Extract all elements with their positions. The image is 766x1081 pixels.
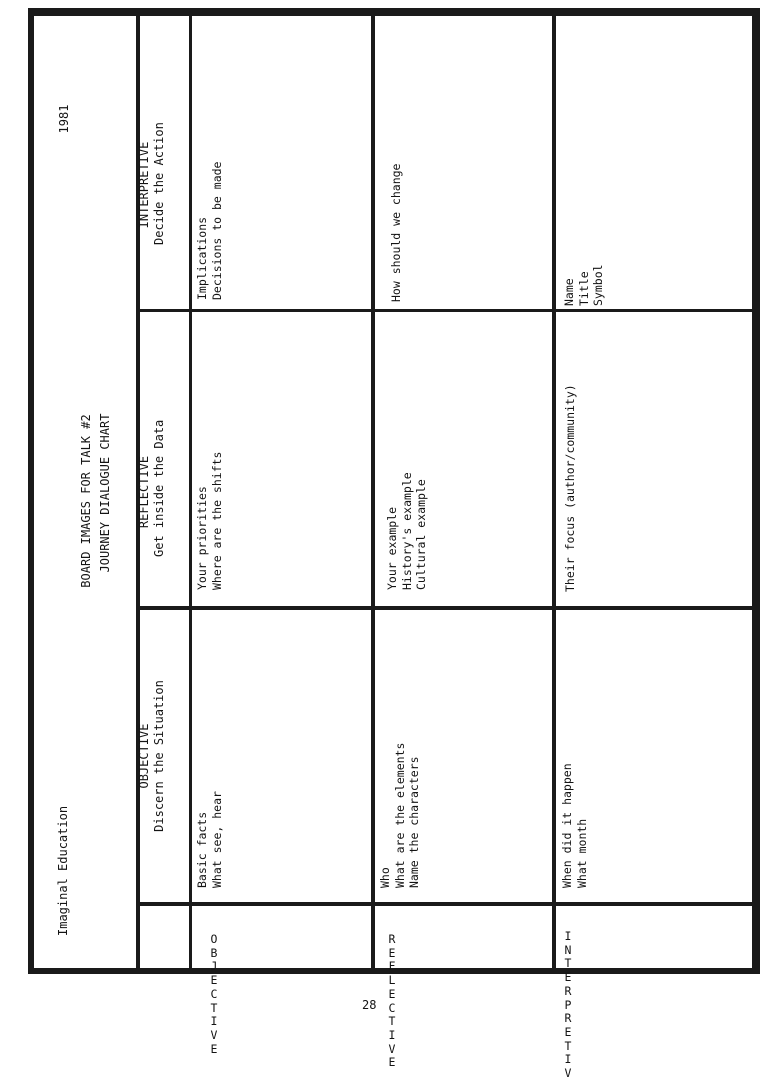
- cell-line: What see, hear: [209, 791, 224, 888]
- row-label-letter: E: [388, 986, 396, 1001]
- cell-line: How should we change: [389, 163, 403, 302]
- row-label-letter: T: [564, 956, 572, 971]
- row-label-letter: E: [210, 1041, 218, 1056]
- row-label-letter: B: [210, 945, 218, 960]
- cell-line: Implications: [195, 216, 209, 300]
- cell-line: Cultural example: [414, 479, 428, 590]
- page-subtitle: JOURNEY DIALOGUE CHART: [98, 413, 112, 573]
- row-label-letter: T: [210, 1000, 218, 1015]
- cell-line: Your example: [385, 506, 399, 590]
- row-label-letter: R: [564, 983, 572, 998]
- column-subtitle: Decide the Action: [152, 122, 166, 245]
- divider-col-interpretive-reflective: [140, 309, 754, 312]
- row-label-letter: J: [210, 959, 218, 974]
- row-label-letter: F: [388, 959, 396, 974]
- row-label-letter: E: [210, 973, 218, 988]
- divider-row-2: [552, 14, 556, 968]
- row-label-letter: R: [564, 1011, 572, 1026]
- cell-objective-objective: [195, 791, 224, 888]
- cell-objective-reflective: [195, 452, 224, 590]
- cell-reflective-reflective: [385, 472, 429, 590]
- column-name: REFLECTIVE: [137, 455, 151, 529]
- cell-reflective-interpretive: [389, 164, 404, 302]
- cell-interpretive-reflective: [563, 384, 578, 592]
- cell-line: Basic facts: [195, 811, 209, 888]
- row-label-letter: O: [210, 932, 218, 946]
- column-header-reflective: [137, 419, 167, 557]
- column-name: OBJECTIVE: [137, 723, 151, 789]
- row-label-letter: N: [564, 942, 572, 957]
- cell-line: Where are the shifts: [209, 451, 224, 590]
- divider-col-objective-labels: [140, 902, 754, 906]
- cell-line: Decisions to be made: [209, 161, 224, 300]
- cell-line: What month: [574, 818, 589, 888]
- cell-reflective-objective: [378, 743, 422, 888]
- row-label-letter: T: [564, 1038, 572, 1053]
- cell-line: Symbol: [591, 264, 605, 306]
- cell-line: Name the characters: [407, 756, 421, 888]
- row-label-letter: E: [564, 970, 572, 985]
- cell-line: Title: [576, 271, 591, 306]
- divider-col-reflective-objective: [140, 606, 754, 610]
- row-label-objective: [207, 933, 221, 1056]
- row-label-letter: V: [564, 1066, 572, 1081]
- org-name: Imaginal Education: [56, 805, 70, 936]
- cell-line: Name: [562, 278, 576, 306]
- row-label-letter: V: [388, 1041, 396, 1056]
- cell-interpretive-objective: [560, 763, 589, 888]
- row-label-letter: E: [388, 1055, 396, 1070]
- cell-line: When did it happen: [560, 763, 574, 888]
- row-label-letter: E: [564, 1024, 572, 1039]
- divider-row-1: [371, 14, 375, 968]
- divider-header-strip: [189, 14, 192, 968]
- row-label-letter: L: [388, 973, 396, 988]
- cell-line: History's example: [399, 472, 414, 590]
- row-label-interpretive: [561, 930, 575, 1081]
- cell-interpretive-interpretive: [562, 264, 606, 306]
- row-label-letter: I: [564, 929, 572, 943]
- column-name: INTERPRETIVE: [137, 141, 151, 229]
- row-label-letter: I: [564, 1052, 572, 1067]
- cell-line: Your priorities: [195, 486, 209, 590]
- cell-line: Their focus (author/community): [563, 384, 577, 592]
- row-label-letter: C: [388, 1000, 396, 1015]
- row-label-letter: V: [210, 1027, 218, 1042]
- cell-line: Who: [378, 867, 392, 888]
- year: 1981: [57, 104, 71, 134]
- column-header-interpretive: [137, 122, 167, 245]
- column-header-objective: [137, 676, 167, 836]
- row-label-letter: I: [210, 1014, 218, 1029]
- row-label-letter: I: [388, 1027, 396, 1042]
- column-subtitle: Discern the Situation: [152, 680, 166, 832]
- page-number: 28: [362, 998, 377, 1012]
- cell-line: What are the elements: [392, 742, 407, 888]
- page-title: BOARD IMAGES FOR TALK #2: [79, 414, 93, 588]
- row-label-letter: T: [388, 1014, 396, 1029]
- cell-objective-interpretive: [195, 162, 224, 300]
- row-label-letter: E: [388, 945, 396, 960]
- row-label-letter: R: [388, 932, 396, 946]
- row-label-letter: P: [564, 997, 572, 1012]
- row-label-reflective: [385, 933, 399, 1070]
- column-subtitle: Get inside the Data: [152, 419, 166, 557]
- row-label-letter: C: [210, 986, 218, 1001]
